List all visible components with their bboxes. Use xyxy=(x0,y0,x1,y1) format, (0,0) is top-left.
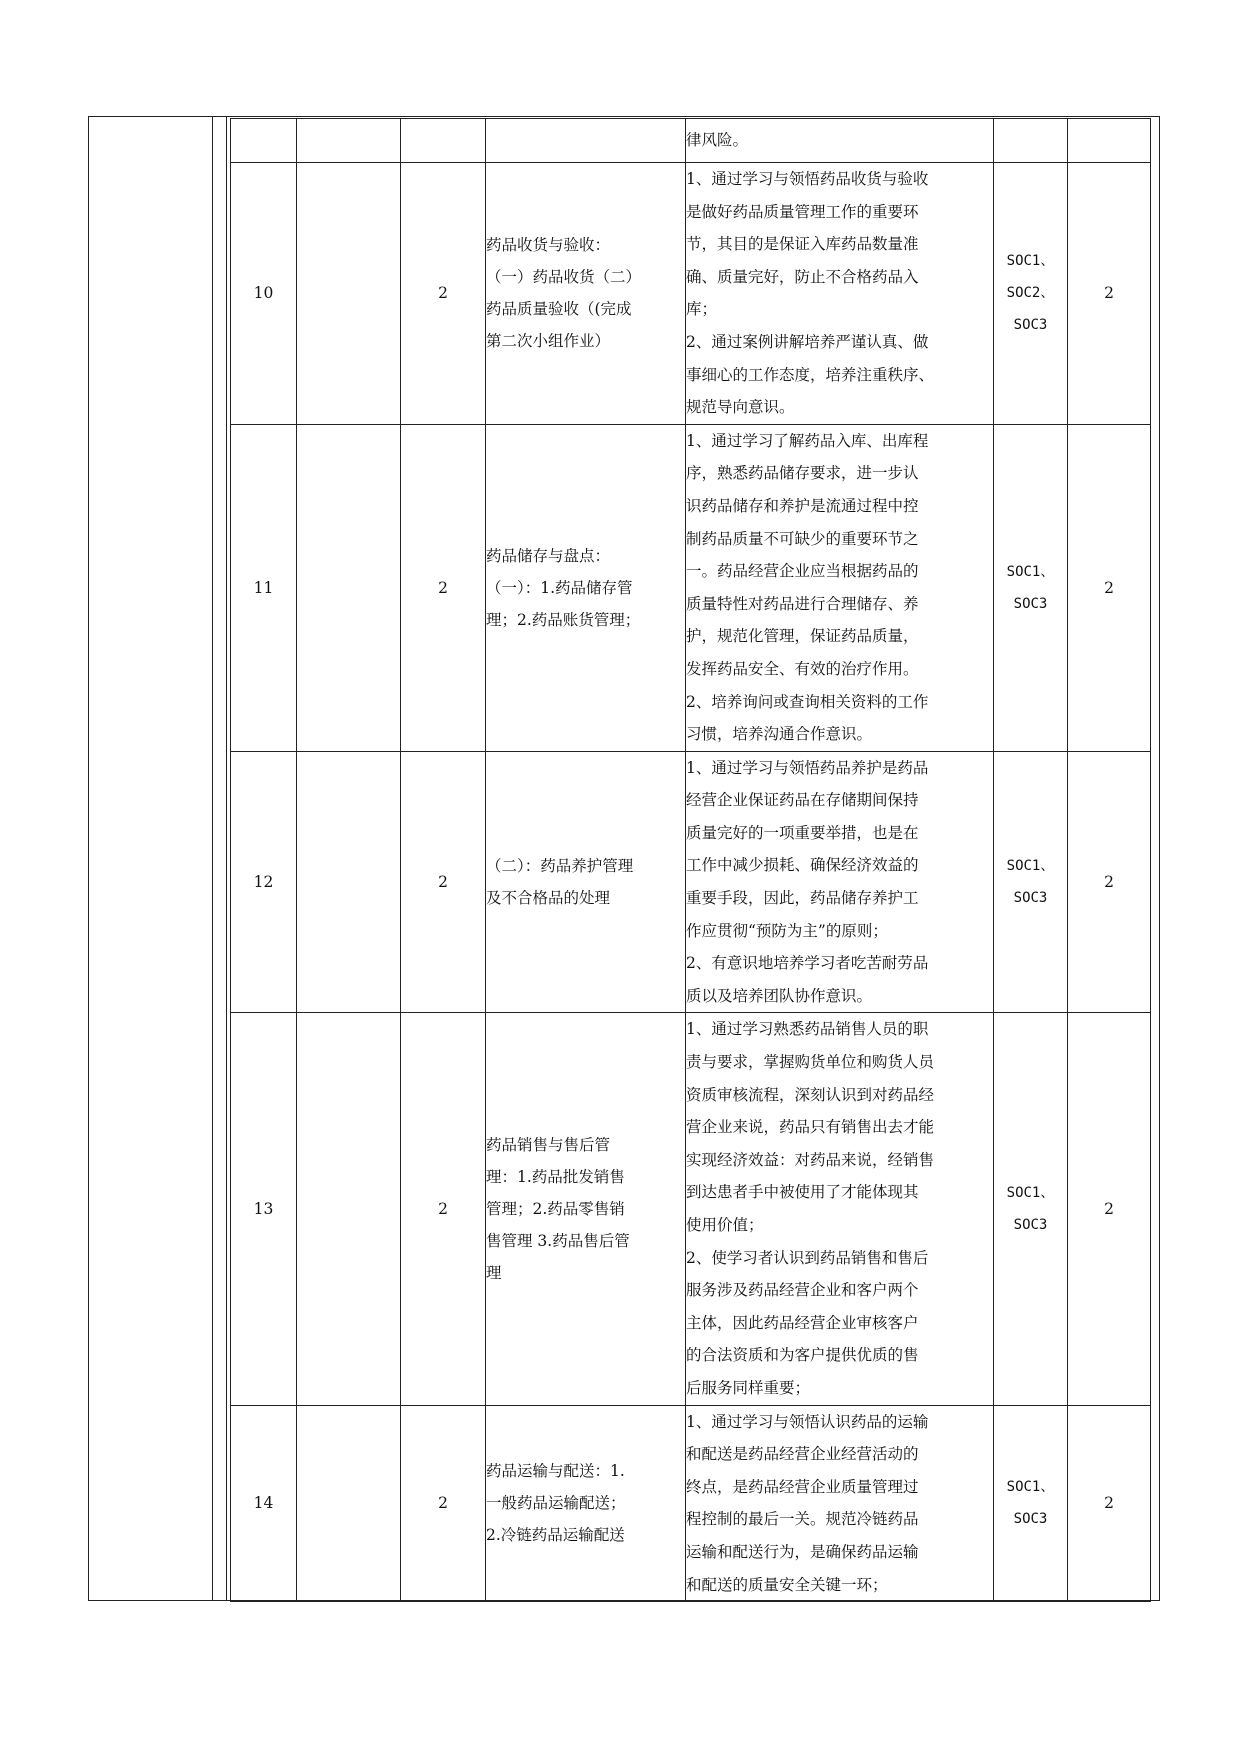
objective-line: 作应贯彻“预防为主”的原则； xyxy=(686,921,888,940)
soc-line: SOC3 xyxy=(1013,1217,1048,1233)
topic-line: （二）：药品养护管理 xyxy=(486,857,634,876)
objective-line: 律风险。 xyxy=(686,131,749,150)
score-cell: 2 xyxy=(1068,1013,1151,1405)
objective-line: 质量特性对药品进行合理储存、养 xyxy=(686,594,919,613)
topic-line: （一）药品收货（二） xyxy=(486,268,642,287)
table-row xyxy=(231,424,1151,751)
frame-divider-1 xyxy=(212,116,213,1601)
score-cell: 2 xyxy=(1068,163,1151,425)
objective-line: 发挥药品安全、有效的治疗作用。 xyxy=(686,659,919,678)
topic-line: 第二次小组作业） xyxy=(486,332,611,351)
objective-line: 2、有意识地培养学习者吃苦耐劳品 xyxy=(686,954,929,973)
blank-cell xyxy=(297,1013,401,1405)
score-cell: 2 xyxy=(1068,1405,1151,1602)
hours-cell xyxy=(401,119,486,163)
objective-line: 重要手段，因此，药品储存养护工 xyxy=(686,889,919,908)
topic-line: 药品质量验收（(完成 xyxy=(486,300,632,319)
soc-line: SOC1、 xyxy=(1006,858,1055,875)
objective-line: 确、质量完好，防止不合格药品入 xyxy=(686,267,919,286)
objective-line: 和配送的质量安全关键一环； xyxy=(686,1575,888,1594)
soc-cell xyxy=(994,119,1068,163)
soc-cell xyxy=(994,163,1068,425)
topic-line: 管理；2.药品零售销 xyxy=(486,1200,625,1218)
topic-line: 售管理 3.药品售后管 xyxy=(486,1232,630,1250)
blank-cell xyxy=(297,1405,401,1602)
objective-line: 责与要求，掌握购货单位和购货人员 xyxy=(686,1053,935,1072)
soc-cell xyxy=(994,1405,1068,1602)
objective-line: 制药品质量不可缺少的重要环节之 xyxy=(686,529,919,548)
objective-cell xyxy=(686,424,994,751)
soc-line: SOC3 xyxy=(1013,595,1048,612)
topic-line: 药品储存与盘点： xyxy=(486,546,611,565)
topic-cell xyxy=(486,424,686,751)
topic-cell xyxy=(486,1013,686,1405)
blank-cell xyxy=(297,119,401,163)
score-cell: 2 xyxy=(1068,424,1151,751)
soc-line: SOC3 xyxy=(1013,1511,1048,1528)
soc-cell xyxy=(994,424,1068,751)
score-cell: 2 xyxy=(1068,751,1151,1013)
objective-line: 实现经济效益：对药品来说，经销售 xyxy=(686,1150,935,1169)
objective-line: 主体，因此药品经营企业审核客户 xyxy=(686,1313,919,1332)
soc-cell xyxy=(994,751,1068,1013)
objective-line: 1、通过学习了解药品入库、出库程 xyxy=(686,431,929,450)
topic-cell xyxy=(486,163,686,425)
hours-cell: 2 xyxy=(401,751,486,1013)
table-body xyxy=(231,119,1151,1602)
topic-line: 2.冷链药品运输配送 xyxy=(486,1526,625,1545)
objective-cell xyxy=(686,751,994,1013)
objective-line: 运输和配送行为，是确保药品运输 xyxy=(686,1542,919,1561)
objective-line: 一。药品经营企业应当根据药品的 xyxy=(686,562,919,581)
objective-line: 护，规范化管理，保证药品质量， xyxy=(686,627,919,646)
table-row xyxy=(231,751,1151,1013)
objective-line: 1、通过学习熟悉药品销售人员的职 xyxy=(686,1020,929,1039)
objective-line: 后服务同样重要； xyxy=(686,1378,811,1397)
hours-cell: 2 xyxy=(401,1405,486,1602)
soc-line: SOC1、 xyxy=(1006,563,1055,580)
objective-line: 营企业来说，药品只有销售出去才能 xyxy=(686,1118,935,1137)
objective-line: 和配送是药品经营企业经营活动的 xyxy=(686,1445,919,1464)
table-row xyxy=(231,1405,1151,1602)
objective-line: 程控制的最后一关。规范冷链药品 xyxy=(686,1510,919,1529)
objective-line: 是做好药品质量管理工作的重要环 xyxy=(686,202,919,221)
objective-line: 质以及培养团队协作意识。 xyxy=(686,986,873,1005)
frame-divider-2 xyxy=(226,116,227,1601)
soc-cell xyxy=(994,1013,1068,1405)
objective-line: 终点，是药品经营企业质量管理过 xyxy=(686,1477,919,1496)
week-number-cell: 13 xyxy=(231,1013,297,1405)
objective-line: 事细心的工作态度，培养注重秩序、 xyxy=(686,365,935,384)
objective-cell xyxy=(686,1013,994,1405)
objective-cell xyxy=(686,163,994,425)
week-number-cell: 14 xyxy=(231,1405,297,1602)
week-number-cell: 11 xyxy=(231,424,297,751)
objective-line: 2、使学习者认识到药品销售和售后 xyxy=(686,1248,929,1267)
objective-line: 2、通过案例讲解培养严谨认真、做 xyxy=(686,332,929,351)
topic-line: 理：1.药品批发销售 xyxy=(486,1168,625,1186)
week-number-cell: 12 xyxy=(231,751,297,1013)
topic-cell xyxy=(486,1405,686,1602)
objective-line: 节，其目的是保证入库药品数量准 xyxy=(686,235,919,254)
topic-line: （一）：1.药品储存管 xyxy=(486,578,633,597)
objective-cell xyxy=(686,1405,994,1602)
objective-line: 质量完好的一项重要举措，也是在 xyxy=(686,823,919,842)
week-number-cell xyxy=(231,119,297,163)
objective-line: 服务涉及药品经营企业和客户两个 xyxy=(686,1281,919,1300)
topic-line: 一般药品运输配送； xyxy=(486,1494,626,1513)
topic-cell xyxy=(486,119,686,163)
objective-line: 习惯，培养沟通合作意识。 xyxy=(686,725,873,744)
objective-line: 的合法资质和为客户提供优质的售 xyxy=(686,1346,919,1365)
score-cell xyxy=(1068,119,1151,163)
soc-line: SOC1、 xyxy=(1006,1479,1055,1496)
topic-line: 药品销售与售后管 xyxy=(486,1136,611,1154)
topic-line: 理 xyxy=(486,1264,502,1282)
soc-line: SOC1、 xyxy=(1006,1185,1055,1201)
soc-line: SOC2、 xyxy=(1006,285,1055,302)
objective-line: 工作中减少损耗、确保经济效益的 xyxy=(686,856,919,875)
hours-cell: 2 xyxy=(401,424,486,751)
objective-line: 1、通过学习与领悟药品养护是药品 xyxy=(686,758,929,777)
hours-cell: 2 xyxy=(401,1013,486,1405)
topic-cell xyxy=(486,751,686,1013)
objective-line: 1、通过学习与领悟认识药品的运输 xyxy=(686,1412,929,1431)
objective-line: 库； xyxy=(686,300,718,319)
hours-cell: 2 xyxy=(401,163,486,425)
topic-line: 理；2.药品账货管理； xyxy=(486,610,641,629)
curriculum-table xyxy=(230,118,1151,1602)
objective-line: 序，熟悉药品储存要求，进一步认 xyxy=(686,464,919,483)
objective-line: 使用价值； xyxy=(686,1216,764,1234)
objective-line: 经营企业保证药品在存储期间保持 xyxy=(686,791,919,810)
objective-line: 到达患者手中被使用了才能体现其 xyxy=(686,1183,919,1202)
topic-line: 及不合格品的处理 xyxy=(486,889,611,908)
soc-line: SOC3 xyxy=(1013,890,1048,907)
blank-cell xyxy=(297,751,401,1013)
objective-line: 规范导向意识。 xyxy=(686,398,795,417)
week-number-cell: 10 xyxy=(231,163,297,425)
soc-line: SOC3 xyxy=(1013,317,1048,334)
objective-cell xyxy=(686,119,994,163)
blank-cell xyxy=(297,424,401,751)
table-row xyxy=(231,119,1151,163)
objective-line: 资质审核流程，深刻认识到对药品经 xyxy=(686,1085,935,1104)
table-row xyxy=(231,163,1151,425)
objective-line: 2、培养询问或查询相关资料的工作 xyxy=(686,692,929,711)
topic-line: 药品收货与验收： xyxy=(486,236,611,255)
objective-line: 识药品储存和养护是流通过程中控 xyxy=(686,496,919,515)
soc-line: SOC1、 xyxy=(1006,253,1055,270)
table-row xyxy=(231,1013,1151,1405)
topic-line: 药品运输与配送：1. xyxy=(486,1462,625,1481)
blank-cell xyxy=(297,163,401,425)
objective-line: 1、通过学习与领悟药品收货与验收 xyxy=(686,170,929,188)
